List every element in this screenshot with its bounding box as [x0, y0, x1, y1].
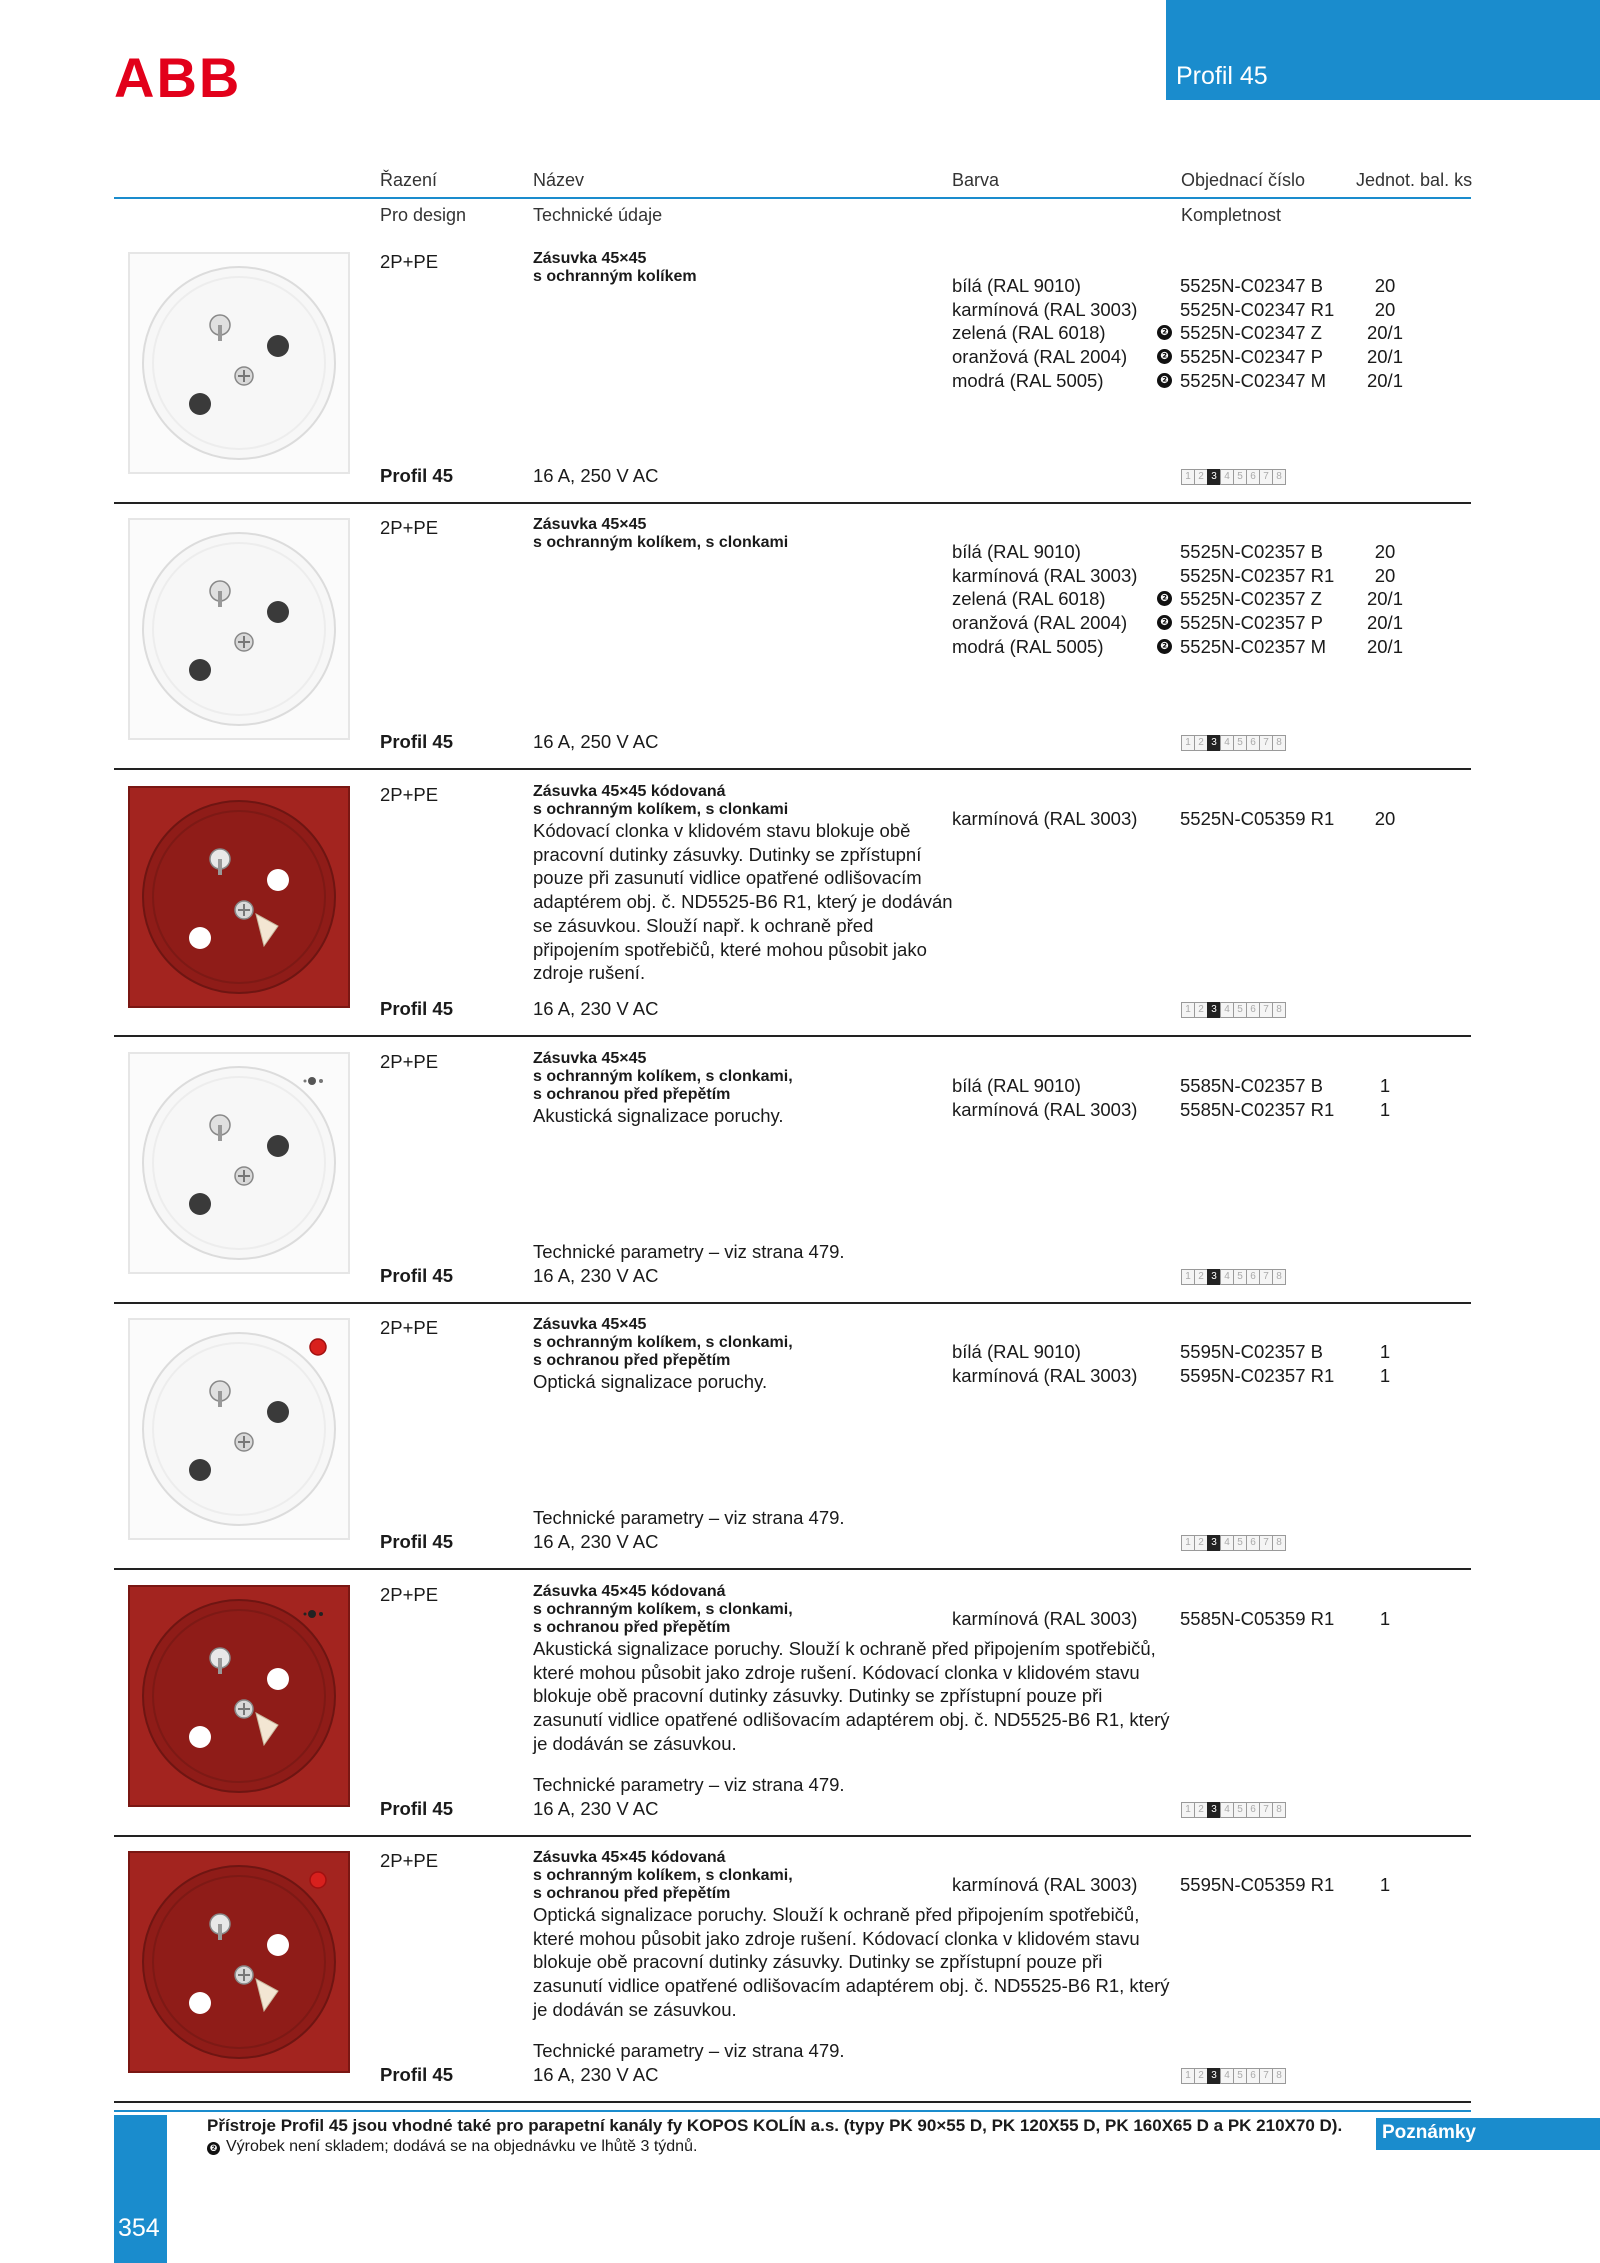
product-title-line: s ochranným kolíkem, s clonkami, — [533, 1601, 793, 1618]
completeness-step: 5 — [1233, 1269, 1247, 1285]
product-description: Kódovací clonka v klidovém stavu blokuje obě pracovní dutinky zásuvky. Dutinky se zpřístupní pouze při zasunutí vidlice opatřené odlišovacím adaptérem obj. č. ND5525-B6 R1, který je dodáván se zásuvkou. Slouží např. k ochraně před připojením spotřebičů, které mohou působit jako zdroje rušení. — [533, 820, 953, 984]
product-divider — [114, 1302, 1471, 1304]
optical-indicator-icon — [310, 1339, 326, 1355]
socket-hole-icon — [267, 1135, 289, 1157]
col-header-nazev: Název — [533, 170, 585, 190]
col-header-kompletnost: Kompletnost — [1181, 205, 1282, 225]
page-number-bar — [114, 2115, 167, 2263]
product-line: Profil 45 — [380, 998, 453, 1019]
variant-color: karmínová (RAL 3003) — [952, 1608, 1138, 1629]
col-header-pro-design: Pro design — [380, 205, 467, 225]
product-divider — [114, 1835, 1471, 1837]
table-row — [952, 611, 1420, 635]
completeness-step: 5 — [1233, 735, 1247, 751]
socket-image — [128, 1318, 350, 1540]
socket-hole-icon — [267, 1668, 289, 1690]
completeness-step: 7 — [1259, 2068, 1273, 2084]
product-rating: 16 A, 230 V AC — [533, 998, 659, 1019]
product-title-line: Zásuvka 45×45 kódovaná — [533, 1849, 726, 1866]
table-row — [952, 807, 1420, 831]
tech-params-ref: Technické parametry – viz strana 479. — [533, 2040, 845, 2061]
table-row — [952, 1098, 1420, 1122]
variant-code-cell — [1180, 1340, 1350, 1364]
col-header-razeni: Řazení — [380, 170, 438, 190]
section-header-bar — [1166, 0, 1600, 100]
completeness-step: 6 — [1246, 735, 1260, 751]
variant-color: modrá (RAL 5005) — [952, 369, 1104, 391]
variant-table — [952, 1074, 1420, 1121]
product-divider — [114, 1035, 1471, 1037]
not-in-stock-icon: ❷ — [1157, 325, 1172, 340]
socket-image — [128, 786, 350, 1008]
abb-logo: ABB — [114, 46, 242, 109]
table-row — [952, 587, 1420, 611]
variant-pack: 1 — [1379, 1098, 1391, 1120]
product-title-line: s ochranným kolíkem — [533, 268, 697, 285]
completeness-step: 2 — [1194, 1002, 1208, 1018]
not-in-stock-icon: ❷ — [1157, 349, 1172, 364]
variant-code-cell — [1180, 807, 1350, 831]
table-row — [952, 1364, 1420, 1388]
not-in-stock-icon: ❷ — [1157, 639, 1172, 654]
variant-pack: 1 — [1379, 1608, 1391, 1629]
screw-icon — [235, 1433, 253, 1451]
variant-pack: 1 — [1379, 1075, 1391, 1096]
variant-order-code: 5585N-C02357 B — [1180, 1075, 1323, 1096]
socket-image — [128, 1585, 350, 1807]
completeness-step: 2 — [1194, 735, 1208, 751]
completeness-step: 1 — [1181, 735, 1195, 751]
completeness-step: 4 — [1220, 1269, 1234, 1285]
variant-code-cell — [1160, 321, 1350, 345]
completeness-step: 1 — [1181, 1002, 1195, 1018]
completeness-scale — [1181, 1535, 1285, 1551]
completeness-step: 8 — [1272, 1535, 1286, 1551]
variant-color: karmínová (RAL 3003) — [952, 1874, 1138, 1895]
socket-hole-icon — [267, 335, 289, 357]
notes-bar — [1376, 2118, 1600, 2150]
footer-note — [207, 2138, 697, 2156]
variant-code-cell — [1160, 611, 1350, 635]
completeness-step: 7 — [1259, 1802, 1273, 1818]
variant-pack: 20/1 — [1366, 612, 1403, 634]
tech-params-ref: Technické parametry – viz strana 479. — [533, 1507, 845, 1528]
completeness-scale — [1181, 1002, 1285, 1018]
product-divider — [114, 768, 1471, 770]
completeness-step: 8 — [1272, 1802, 1286, 1818]
table-row — [952, 635, 1420, 659]
product-title-line: s ochranným kolíkem, s clonkami — [533, 534, 789, 551]
variant-color: bílá (RAL 9010) — [952, 1341, 1081, 1362]
product-title-line: s ochranným kolíkem, s clonkami — [533, 801, 789, 818]
product-title-line: Zásuvka 45×45 kódovaná — [533, 783, 726, 800]
product-type: 2P+PE — [380, 1317, 439, 1338]
variant-table — [952, 274, 1420, 393]
socket-image — [128, 1851, 350, 2073]
variant-pack: 20/1 — [1366, 322, 1403, 344]
variant-order-code: 5585N-C05359 R1 — [1180, 1608, 1335, 1629]
completeness-scale — [1181, 735, 1285, 751]
completeness-step: 1 — [1181, 1802, 1195, 1818]
completeness-step: 8 — [1272, 735, 1286, 751]
completeness-step: 7 — [1259, 1002, 1273, 1018]
completeness-step: 1 — [1181, 469, 1195, 485]
variant-code-cell — [1180, 298, 1350, 322]
socket-hole-icon — [189, 1193, 211, 1215]
completeness-step: 5 — [1233, 469, 1247, 485]
product-title-line: Zásuvka 45×45 — [533, 1316, 647, 1333]
completeness-step: 8 — [1272, 469, 1286, 485]
product-line: Profil 45 — [380, 1531, 453, 1552]
product-title-line: s ochranným kolíkem, s clonkami, — [533, 1068, 793, 1085]
variant-pack: 20/1 — [1366, 635, 1403, 657]
product-name — [533, 250, 697, 286]
completeness-step: 8 — [1272, 2068, 1286, 2084]
socket-image — [128, 1052, 350, 1274]
variant-code-cell — [1160, 369, 1350, 393]
product-rating: 16 A, 230 V AC — [533, 1531, 659, 1552]
socket-hole-icon — [189, 1726, 211, 1748]
completeness-step: 7 — [1259, 1269, 1273, 1285]
completeness-step: 7 — [1259, 1535, 1273, 1551]
table-row — [952, 321, 1420, 345]
table-row — [952, 1873, 1420, 1897]
completeness-scale — [1181, 1802, 1285, 1818]
variant-pack: 20 — [1374, 541, 1396, 562]
product-image — [128, 1585, 350, 1812]
variant-order-code: 5525N-C02347 B — [1180, 275, 1323, 296]
variant-pack: 20/1 — [1366, 588, 1403, 610]
completeness-step: 2 — [1194, 469, 1208, 485]
footer-note-text: Výrobek není skladem; dodává se na objednávku ve lhůtě 3 týdnů. — [226, 2138, 698, 2155]
completeness-step: 1 — [1181, 2068, 1195, 2084]
variant-table — [952, 1340, 1420, 1387]
product-type: 2P+PE — [380, 1051, 439, 1072]
variant-order-code: 5595N-C05359 R1 — [1180, 1874, 1335, 1895]
product-title-line: s ochranou před přepětím — [533, 1619, 731, 1636]
variant-order-code: 5525N-C02347 M — [1180, 369, 1327, 391]
socket-hole-icon — [267, 869, 289, 891]
variant-code-cell — [1180, 1607, 1350, 1631]
completeness-step: 4 — [1220, 469, 1234, 485]
screw-icon — [235, 1700, 253, 1718]
variant-code-cell — [1180, 1364, 1350, 1388]
variant-order-code: 5525N-C02357 P — [1180, 612, 1323, 634]
variant-code-cell — [1180, 540, 1350, 564]
product-line: Profil 45 — [380, 2064, 453, 2085]
table-row — [952, 369, 1420, 393]
variant-code-cell — [1160, 635, 1350, 659]
variant-color: karmínová (RAL 3003) — [952, 1364, 1138, 1386]
completeness-step: 3 — [1207, 1535, 1221, 1551]
product-title-line: s ochranou před přepětím — [533, 1352, 731, 1369]
product-title-line: s ochranou před přepětím — [533, 1086, 731, 1103]
product-image — [128, 252, 350, 479]
variant-order-code: 5595N-C02357 R1 — [1180, 1364, 1335, 1386]
product-title-line: Zásuvka 45×45 kódovaná — [533, 1583, 726, 1600]
variant-order-code: 5525N-C05359 R1 — [1180, 808, 1335, 829]
completeness-step: 2 — [1194, 1535, 1208, 1551]
product-type: 2P+PE — [380, 517, 439, 538]
completeness-scale — [1181, 2068, 1285, 2084]
screw-icon — [235, 633, 253, 651]
completeness-step: 4 — [1220, 1802, 1234, 1818]
variant-code-cell — [1180, 1098, 1350, 1122]
variant-pack: 1 — [1379, 1364, 1391, 1386]
not-in-stock-icon: ❷ — [207, 2142, 220, 2155]
variant-color: karmínová (RAL 3003) — [952, 564, 1138, 586]
socket-hole-icon — [267, 1401, 289, 1423]
completeness-step: 3 — [1207, 1802, 1221, 1818]
product-name — [533, 1050, 953, 1128]
completeness-step: 8 — [1272, 1002, 1286, 1018]
completeness-step: 3 — [1207, 735, 1221, 751]
product-line: Profil 45 — [380, 1798, 453, 1819]
product-type: 2P+PE — [380, 784, 439, 805]
completeness-step: 1 — [1181, 1269, 1195, 1285]
completeness-step: 5 — [1233, 2068, 1247, 2084]
variant-order-code: 5525N-C02357 B — [1180, 541, 1323, 562]
socket-hole-icon — [189, 1459, 211, 1481]
variant-pack: 20/1 — [1366, 369, 1403, 391]
completeness-step: 6 — [1246, 469, 1260, 485]
variant-code-cell — [1180, 274, 1350, 298]
completeness-step: 7 — [1259, 735, 1273, 751]
completeness-step: 2 — [1194, 1269, 1208, 1285]
completeness-step: 4 — [1220, 1002, 1234, 1018]
col-header-jednot-bal: Jednot. bal. ks — [1356, 170, 1473, 190]
completeness-step: 6 — [1246, 1269, 1260, 1285]
product-title-line: Zásuvka 45×45 — [533, 516, 647, 533]
screw-icon — [235, 901, 253, 919]
page-number: 354 — [118, 2214, 160, 2242]
product-line: Profil 45 — [380, 465, 453, 486]
variant-order-code: 5525N-C02357 Z — [1180, 588, 1322, 610]
product-title-line: s ochranou před přepětím — [533, 1885, 731, 1902]
completeness-step: 5 — [1233, 1802, 1247, 1818]
variant-color: bílá (RAL 9010) — [952, 541, 1081, 562]
variant-pack: 1 — [1379, 1874, 1391, 1895]
variant-color: oranžová (RAL 2004) — [952, 346, 1128, 368]
variant-pack: 20/1 — [1366, 346, 1403, 368]
product-name — [533, 783, 953, 985]
product-divider — [114, 502, 1471, 504]
variant-code-cell — [1160, 587, 1350, 611]
not-in-stock-icon: ❷ — [1157, 591, 1172, 606]
socket-hole-icon — [189, 927, 211, 949]
product-line: Profil 45 — [380, 1265, 453, 1286]
socket-hole-icon — [189, 393, 211, 415]
completeness-step: 6 — [1246, 1002, 1260, 1018]
socket-hole-icon — [267, 601, 289, 623]
variant-pack: 1 — [1379, 1341, 1391, 1362]
variant-color: karmínová (RAL 3003) — [952, 298, 1138, 320]
variant-pack: 20 — [1374, 564, 1396, 586]
product-title-line: Zásuvka 45×45 — [533, 250, 647, 267]
variant-color: oranžová (RAL 2004) — [952, 612, 1128, 634]
variant-order-code: 5525N-C02357 M — [1180, 635, 1327, 657]
screw-icon — [235, 367, 253, 385]
variant-table — [952, 1607, 1420, 1631]
completeness-step: 4 — [1220, 1535, 1234, 1551]
product-image — [128, 1851, 350, 2078]
variant-color: bílá (RAL 9010) — [952, 1075, 1081, 1096]
socket-hole-icon — [189, 659, 211, 681]
section-title: Profil 45 — [1176, 62, 1268, 90]
product-image — [128, 786, 350, 1013]
completeness-scale — [1181, 1269, 1285, 1285]
variant-pack: 20 — [1374, 808, 1396, 829]
variant-order-code: 5595N-C02357 B — [1180, 1341, 1323, 1362]
header-divider — [114, 197, 1471, 199]
variant-color: bílá (RAL 9010) — [952, 275, 1081, 296]
table-row — [952, 564, 1420, 588]
product-title-line: Zásuvka 45×45 — [533, 1050, 647, 1067]
completeness-step: 4 — [1220, 735, 1234, 751]
product-title-line: s ochranným kolíkem, s clonkami, — [533, 1867, 793, 1884]
completeness-step: 3 — [1207, 1002, 1221, 1018]
completeness-step: 8 — [1272, 1269, 1286, 1285]
table-row — [952, 540, 1420, 564]
variant-order-code: 5585N-C02357 R1 — [1180, 1098, 1335, 1120]
not-in-stock-icon: ❷ — [1157, 615, 1172, 630]
col-header-barva: Barva — [952, 170, 1000, 190]
completeness-step: 6 — [1246, 1802, 1260, 1818]
variant-code-cell — [1180, 1873, 1350, 1897]
socket-hole-icon — [189, 1992, 211, 2014]
completeness-step: 1 — [1181, 1535, 1195, 1551]
table-row — [952, 1074, 1420, 1098]
product-description: Optická signalizace poruchy. — [533, 1371, 768, 1392]
optical-indicator-icon — [310, 1872, 326, 1888]
footer-divider — [114, 2110, 1471, 2112]
product-type: 2P+PE — [380, 1584, 439, 1605]
product-divider — [114, 1568, 1471, 1570]
table-row — [952, 274, 1420, 298]
variant-color: karmínová (RAL 3003) — [952, 808, 1138, 829]
table-row — [952, 1607, 1420, 1631]
completeness-step: 3 — [1207, 1269, 1221, 1285]
variant-table — [952, 540, 1420, 659]
col-header-objednaci-cislo: Objednací číslo — [1181, 170, 1306, 190]
variant-color: modrá (RAL 5005) — [952, 635, 1104, 657]
table-row — [952, 1340, 1420, 1364]
table-row — [952, 345, 1420, 369]
col-header-technicke-udaje: Technické údaje — [533, 205, 663, 225]
completeness-step: 6 — [1246, 2068, 1260, 2084]
completeness-step: 3 — [1207, 469, 1221, 485]
product-description: Akustická signalizace poruchy. Slouží k ochraně před připojením spotřebičů, které mohou působit jako zdroje rušení. Kódovací clonka v klidovém stavu blokuje obě pracovní dutinky zásuvky. Dutinky se zpřístupní pouze při zasunutí vidlice opatřené odlišovacím adaptérem obj. č. ND5525-B6 R1, který je dodáván se zásuvkou. — [533, 1638, 1170, 1754]
product-description: Optická signalizace poruchy. Slouží k ochraně před připojením spotřebičů, které mohou působit jako zdroje rušení. Kódovací clonka v klidovém stavu blokuje obě pracovní dutinky zásuvky. Dutinky se zpřístupní pouze při zasunutí vidlice opatřené odlišovacím adaptérem obj. č. ND5525-B6 R1, který je dodáván se zásuvkou. — [533, 1904, 1170, 2020]
completeness-scale — [1181, 469, 1285, 485]
product-rating: 16 A, 250 V AC — [533, 465, 659, 486]
product-image — [128, 518, 350, 745]
completeness-step: 2 — [1194, 2068, 1208, 2084]
product-name — [533, 516, 788, 552]
product-image — [128, 1318, 350, 1545]
variant-table — [952, 807, 1420, 831]
completeness-step: 6 — [1246, 1535, 1260, 1551]
product-divider — [114, 2101, 1471, 2103]
product-type: 2P+PE — [380, 1850, 439, 1871]
product-description: Akustická signalizace poruchy. — [533, 1105, 784, 1126]
variant-order-code: 5525N-C02357 R1 — [1180, 564, 1335, 586]
screw-icon — [235, 1966, 253, 1984]
completeness-step: 2 — [1194, 1802, 1208, 1818]
completeness-step: 5 — [1233, 1535, 1247, 1551]
tech-params-ref: Technické parametry – viz strana 479. — [533, 1241, 845, 1262]
product-rating: 16 A, 230 V AC — [533, 1798, 659, 1819]
variant-code-cell — [1160, 345, 1350, 369]
variant-code-cell — [1180, 564, 1350, 588]
socket-image — [128, 252, 350, 474]
completeness-step: 3 — [1207, 2068, 1221, 2084]
completeness-step: 4 — [1220, 2068, 1234, 2084]
socket-image — [128, 518, 350, 740]
product-rating: 16 A, 230 V AC — [533, 1265, 659, 1286]
product-name — [533, 1316, 953, 1394]
variant-code-cell — [1180, 1074, 1350, 1098]
product-image — [128, 1052, 350, 1279]
variant-pack: 20 — [1374, 298, 1396, 320]
tech-params-ref: Technické parametry – viz strana 479. — [533, 1774, 845, 1795]
variant-color: zelená (RAL 6018) — [952, 588, 1106, 610]
product-line: Profil 45 — [380, 731, 453, 752]
screw-icon — [235, 1167, 253, 1185]
socket-hole-icon — [267, 1934, 289, 1956]
variant-order-code: 5525N-C02347 P — [1180, 346, 1323, 368]
variant-color: karmínová (RAL 3003) — [952, 1098, 1138, 1120]
completeness-step: 7 — [1259, 469, 1273, 485]
notes-label: Poznámky — [1382, 2122, 1476, 2143]
variant-order-code: 5525N-C02347 Z — [1180, 322, 1322, 344]
product-rating: 16 A, 250 V AC — [533, 731, 659, 752]
completeness-step: 5 — [1233, 1002, 1247, 1018]
product-rating: 16 A, 230 V AC — [533, 2064, 659, 2085]
variant-order-code: 5525N-C02347 R1 — [1180, 298, 1335, 320]
variant-color: zelená (RAL 6018) — [952, 322, 1106, 344]
variant-table — [952, 1873, 1420, 1897]
footer-note-bold: Přístroje Profil 45 jsou vhodné také pro parapetní kanály fy KOPOS KOLÍN a.s. (typy PK 90×55 D, PK 120X55 D, PK 160X65 D a PK 210X70 D). — [207, 2116, 1343, 2135]
variant-pack: 20 — [1374, 275, 1396, 296]
table-row — [952, 298, 1420, 322]
product-title-line: s ochranným kolíkem, s clonkami, — [533, 1334, 793, 1351]
product-type: 2P+PE — [380, 251, 439, 272]
not-in-stock-icon: ❷ — [1157, 373, 1172, 388]
